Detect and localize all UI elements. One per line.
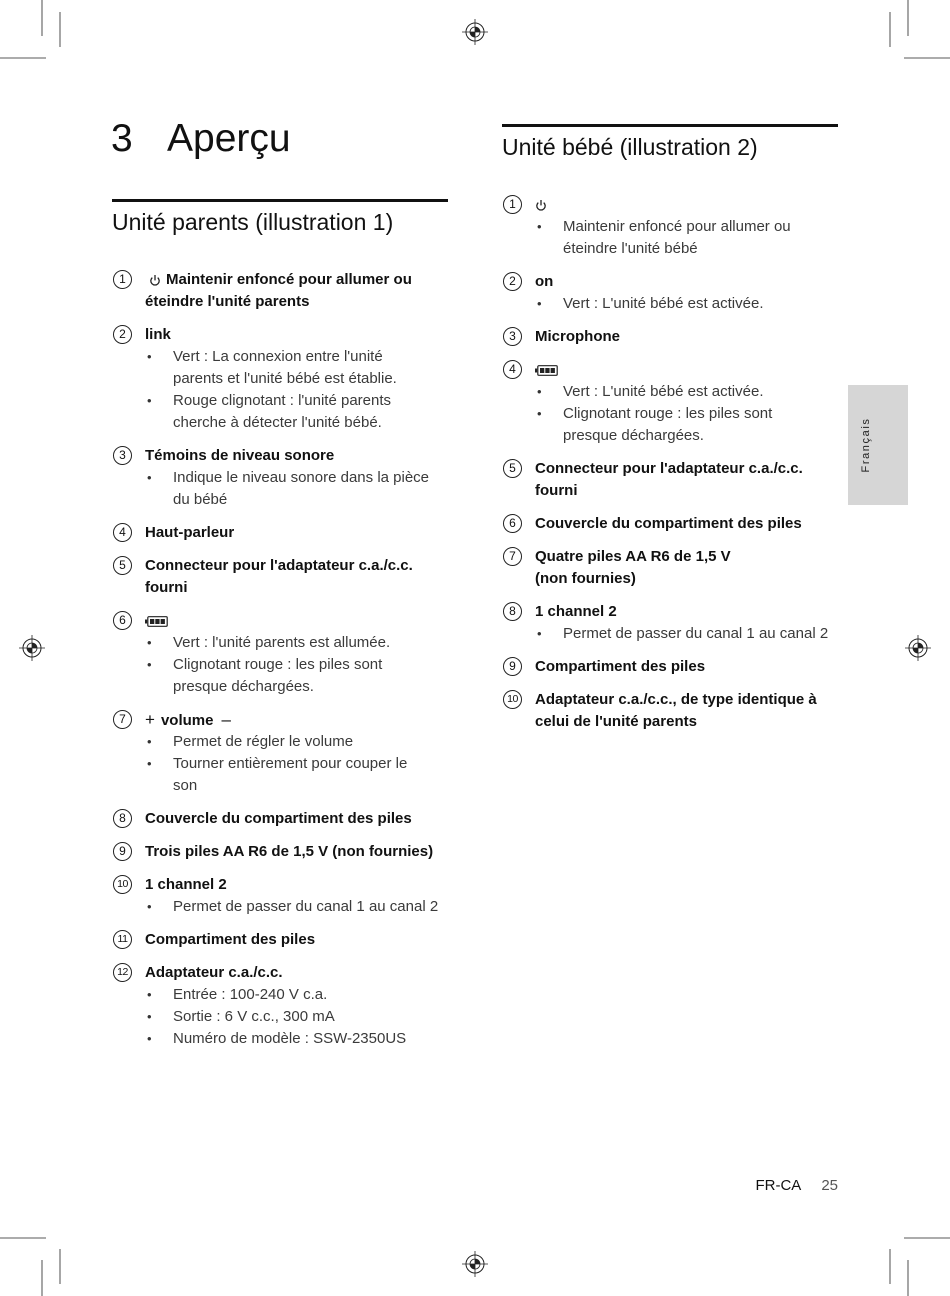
list-item — [112, 874, 472, 918]
list-item — [112, 445, 472, 511]
list-item — [502, 458, 862, 502]
section-parent-unit — [112, 0, 448, 1296]
power-icon — [149, 274, 161, 287]
list-item — [112, 962, 472, 1050]
bullet-marker: • — [537, 219, 542, 234]
bullet-text: Rouge clignotant : l'unité parents — [173, 392, 392, 409]
language-side-tab-label: Français — [860, 417, 872, 473]
item-label — [535, 546, 862, 568]
section-heading: Unité parents (illustration 1) — [112, 209, 394, 235]
item-label — [145, 269, 472, 291]
bullet-item — [145, 1006, 472, 1028]
bullet-item — [145, 1028, 472, 1050]
bullet-item — [535, 216, 862, 260]
item-label — [535, 194, 862, 216]
bullet-item — [145, 753, 472, 797]
registration-mark-top — [462, 19, 488, 45]
item-label-text: Compartiment des piles — [535, 658, 706, 675]
bullet-item — [145, 654, 472, 698]
bullet-text: du bébé — [173, 491, 228, 508]
item-list — [112, 269, 472, 1061]
item-label-text: on — [535, 273, 554, 290]
item-label-text: Couvercle du compartiment des piles — [535, 515, 802, 532]
bullet-marker: • — [147, 657, 152, 672]
section-rule — [112, 199, 448, 202]
item-label-text: Maintenir enfoncé pour allumer ou — [166, 271, 412, 288]
item-number-badge: 1 — [113, 270, 132, 289]
page-footer — [755, 1175, 838, 1197]
plus-symbol: + — [145, 710, 155, 729]
minus-symbol: – — [221, 710, 231, 729]
item-number-badge: 2 — [503, 272, 522, 291]
bullet-marker: • — [147, 393, 152, 408]
item-number-badge: 7 — [113, 710, 132, 729]
bullet-text: Permet de régler le volume — [173, 733, 354, 750]
bullet-item — [535, 293, 862, 315]
battery-icon — [535, 365, 558, 376]
item-label — [145, 324, 472, 346]
item-label — [535, 513, 862, 535]
power-icon — [535, 199, 547, 212]
bullet-item — [145, 984, 472, 1006]
bullet-marker: • — [147, 349, 152, 364]
list-item — [112, 522, 472, 544]
bullet-item — [145, 467, 472, 511]
bullet-text: presque déchargées. — [563, 427, 704, 444]
bullet-text: Maintenir enfoncé pour allumer ou — [563, 218, 791, 235]
bullet-text: Vert : L'unité bébé est activée. — [563, 295, 764, 312]
item-number-badge: 12 — [113, 963, 132, 982]
item-label-text: Trois piles AA R6 de 1,5 V (non fournies) — [145, 843, 434, 860]
bullet-text: Sortie : 6 V c.c., 300 mA — [173, 1008, 335, 1025]
item-label-continued: fourni — [145, 579, 188, 596]
list-item — [502, 601, 862, 645]
bullet-marker: • — [147, 987, 152, 1002]
bullet-text: son — [173, 777, 198, 794]
item-label — [145, 555, 472, 577]
bullet-item — [145, 390, 472, 434]
list-item — [502, 326, 862, 348]
bullet-marker: • — [537, 296, 542, 311]
item-number-badge: 10 — [113, 875, 132, 894]
item-number-badge: 2 — [113, 325, 132, 344]
bullet-item — [535, 381, 862, 403]
page-number: 25 — [821, 1177, 838, 1194]
item-label — [145, 522, 472, 544]
item-label-text: Couvercle du compartiment des piles — [145, 810, 412, 827]
bullet-item — [145, 346, 472, 390]
item-number-badge: 4 — [503, 360, 522, 379]
item-number-badge: 3 — [503, 327, 522, 346]
registration-mark-bottom — [462, 1251, 488, 1277]
item-number-badge: 8 — [113, 809, 132, 828]
bullet-text: presque déchargées. — [173, 678, 314, 695]
chapter-title: Aperçu — [167, 117, 291, 160]
item-label-continued: (non fournies) — [535, 570, 636, 587]
bullet-text: Clignotant rouge : les piles sont — [173, 656, 383, 673]
bullet-item — [145, 632, 472, 654]
bullet-marker: • — [147, 734, 152, 749]
item-label — [535, 326, 862, 348]
bullet-marker: • — [147, 635, 152, 650]
item-label — [535, 689, 862, 711]
item-label — [145, 841, 472, 863]
item-label — [535, 656, 862, 678]
bullet-text: Vert : La connexion entre l'unité — [173, 348, 383, 365]
list-item — [502, 546, 862, 590]
footer-locale: FR-CA — [755, 1177, 802, 1194]
item-label-text: Compartiment des piles — [145, 931, 316, 948]
item-label-text: volume — [160, 712, 214, 729]
item-label-text: Connecteur pour l'adaptateur c.a./c.c. — [145, 557, 413, 574]
item-label-text: Témoins de niveau sonore — [145, 447, 335, 464]
list-item — [112, 324, 472, 434]
bullet-item — [145, 731, 472, 753]
item-number-badge: 10 — [503, 690, 522, 709]
bullet-text: Clignotant rouge : les piles sont — [563, 405, 773, 422]
item-number-badge: 11 — [113, 930, 132, 949]
item-number-badge: 5 — [503, 459, 522, 478]
bullet-marker: • — [147, 470, 152, 485]
bullet-text: Entrée : 100-240 V c.a. — [173, 986, 328, 1003]
bullet-marker: • — [537, 406, 542, 421]
item-number-badge: 9 — [503, 657, 522, 676]
item-label — [535, 458, 862, 480]
item-label-continued: celui de l'unité parents — [535, 713, 697, 730]
bullet-item — [145, 896, 472, 918]
item-number-badge: 1 — [503, 195, 522, 214]
section-rule — [502, 124, 838, 127]
bullet-text: Numéro de modèle : SSW-2350US — [173, 1030, 407, 1047]
item-label-text: Connecteur pour l'adaptateur c.a./c.c. — [535, 460, 803, 477]
item-number-badge: 6 — [113, 611, 132, 630]
item-number-badge: 5 — [113, 556, 132, 575]
item-label-text: Adaptateur c.a./c.c., de type identique à — [535, 691, 817, 708]
item-label-text: link — [145, 326, 171, 343]
list-item — [112, 610, 472, 698]
item-label — [145, 962, 472, 984]
item-label-text: Adaptateur c.a./c.c. — [145, 964, 283, 981]
list-item — [502, 271, 862, 315]
language-side-tab — [848, 385, 908, 505]
item-label — [535, 601, 862, 623]
bullet-item — [535, 403, 862, 447]
section-heading: Unité bébé (illustration 2) — [502, 134, 758, 160]
item-number-badge: 4 — [113, 523, 132, 542]
item-number-badge: 7 — [503, 547, 522, 566]
section-baby-unit — [502, 0, 838, 1296]
bullet-text: Permet de passer du canal 1 au canal 2 — [173, 898, 439, 915]
bullet-marker: • — [147, 899, 152, 914]
list-item — [112, 709, 472, 797]
bullet-marker: • — [147, 756, 152, 771]
item-label — [145, 445, 472, 467]
battery-icon — [145, 616, 168, 627]
list-item — [112, 269, 472, 313]
list-item — [502, 359, 862, 447]
bullet-text: Vert : L'unité bébé est activée. — [563, 383, 764, 400]
item-label — [145, 929, 472, 951]
item-label — [145, 874, 472, 896]
registration-mark-right — [905, 635, 931, 661]
bullet-text: éteindre l'unité bébé — [563, 240, 698, 257]
list-item — [502, 656, 862, 678]
bullet-marker: • — [537, 384, 542, 399]
registration-mark-left — [19, 635, 45, 661]
bullet-text: Vert : l'unité parents est allumée. — [173, 634, 391, 651]
item-number-badge: 3 — [113, 446, 132, 465]
list-item — [502, 513, 862, 535]
item-label-text: 1 channel 2 — [145, 876, 227, 893]
item-label — [145, 610, 472, 632]
list-item — [112, 841, 472, 863]
bullet-text: Tourner entièrement pour couper le — [173, 755, 408, 772]
item-number-badge: 6 — [503, 514, 522, 533]
bullet-marker: • — [537, 626, 542, 641]
item-label — [535, 359, 862, 381]
chapter-number: 3 — [111, 117, 133, 160]
list-item — [502, 689, 862, 733]
item-list — [502, 194, 862, 744]
item-label — [145, 709, 472, 731]
bullet-item — [535, 623, 862, 645]
item-number-badge: 9 — [113, 842, 132, 861]
bullet-text: cherche à détecter l'unité bébé. — [173, 414, 382, 431]
bullet-text: Indique le niveau sonore dans la pièce — [173, 469, 430, 486]
list-item — [502, 194, 862, 260]
item-label-continued: éteindre l'unité parents — [145, 293, 310, 310]
bullet-text: parents et l'unité bébé est établie. — [173, 370, 397, 387]
bullet-marker: • — [147, 1009, 152, 1024]
item-label-text: Quatre piles AA R6 de 1,5 V — [535, 548, 731, 565]
list-item — [112, 555, 472, 599]
item-number-badge: 8 — [503, 602, 522, 621]
list-item — [112, 808, 472, 830]
item-label-text: Microphone — [535, 328, 620, 345]
item-label — [535, 271, 862, 293]
list-item — [112, 929, 472, 951]
item-label-text: Haut-parleur — [145, 524, 235, 541]
bullet-text: Permet de passer du canal 1 au canal 2 — [563, 625, 829, 642]
item-label — [145, 808, 472, 830]
item-label-continued: fourni — [535, 482, 578, 499]
bullet-marker: • — [147, 1031, 152, 1046]
item-label-text: 1 channel 2 — [535, 603, 617, 620]
